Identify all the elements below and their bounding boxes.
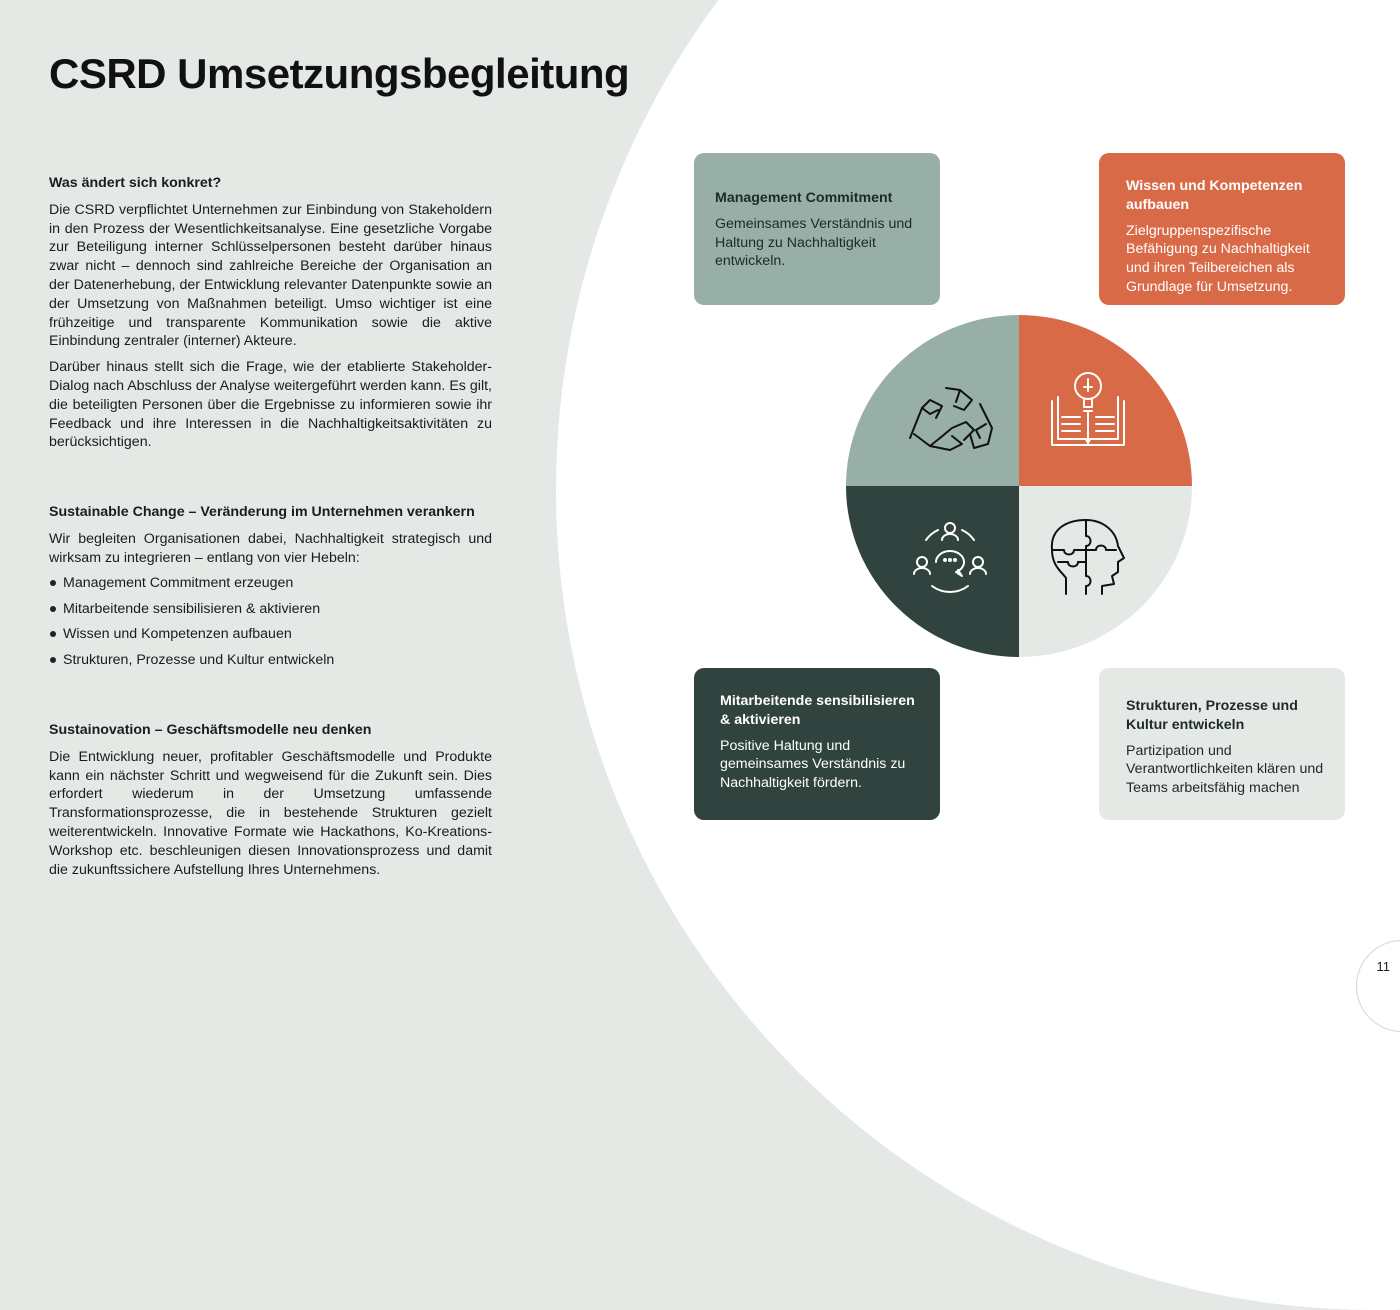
card-title: Management Commitment — [715, 190, 893, 206]
card-strukturen — [1099, 668, 1345, 820]
quadrant-diagram — [846, 315, 1192, 657]
card-title: Wissen und Kompetenzen aufbauen — [1126, 178, 1303, 213]
quadrant-wissen — [1019, 315, 1192, 486]
card-title: Mitarbeitende sensibilisieren & aktivieren — [720, 693, 915, 728]
lever-list — [49, 574, 492, 669]
section-heading: Sustainovation – Geschäftsmodelle neu denken — [49, 722, 372, 738]
card-title: Strukturen, Prozesse und Kultur entwickeln — [1126, 698, 1298, 733]
paragraph: Die CSRD verpflichtet Unternehmen zur Einbindung von Stakeholdern in den Prozess der Wesentlichkeitsanalyse. Eine gesetzliche Vorgabe zur Beteiligung interner Schlüsselpersonen besteht darüber hinaus zwar nicht – dennoch sind zahlreiche Bereiche der Organisation an der Datenerhebung, der Entwicklung relevanter Datenpunkte sowie an der Umsetzung von Maßnahmen beteiligt. Umso wichtiger ist eine frühzeitige und transparente Kommunikation sowie die aktive Einbindung zentraler (interner) Akteure. — [49, 201, 492, 350]
card-text: Gemeinsames Verständnis und Haltung zu Nachhaltigkeit entwickeln. — [715, 215, 913, 270]
list-item: Wissen und Kompetenzen aufbauen — [49, 625, 492, 644]
card-text: Zielgruppenspezifische Befähigung zu Nachhaltigkeit und ihren Teilbereichen als Grundlage für Umsetzung. — [1126, 222, 1310, 295]
list-item: Mitarbeitende sensibilisieren & aktivieren — [49, 600, 492, 619]
card-text: Partizipation und Verantwortlichkeiten klären und Teams arbeitsfähig machen — [1126, 742, 1324, 797]
paragraph: Die Entwicklung neuer, profitabler Geschäftsmodelle und Produkte kann ein nächster Schritt und wegweisend für die Zukunft sein. Dies erfordert wiederum in der Umsetzung umfassende Transformationsprozesse, die in bestehende Strukturen gezielt weiterentwickeln. Innovative Formate wie Hackathons, Ko-Kreations-Workshop etc. beschleunigen diesen Innovationsprozess und damit die zukunftssichere Aufstellung Ihres Unternehmens. — [49, 748, 492, 878]
quadrant-strukturen — [1019, 486, 1192, 657]
page-number: 11 — [1376, 959, 1390, 974]
paragraph: Wir begleiten Organisationen dabei, Nachhaltigkeit strategisch und wirksam zu integrieren – entlang von vier Hebeln: — [49, 530, 492, 566]
card-text: Positive Haltung und gemeinsames Verständnis zu Nachhaltigkeit fördern. — [720, 737, 906, 792]
list-item: Strukturen, Prozesse und Kultur entwickeln — [49, 651, 492, 670]
section-konkret — [49, 174, 492, 459]
section-sustainable-change — [49, 503, 492, 676]
section-sustainovation — [49, 721, 492, 886]
card-mitarbeitende — [694, 668, 940, 820]
paragraph: Darüber hinaus stellt sich die Frage, wie der etablierte Stakeholder-Dialog nach Abschluss der Analyse weitergeführt werden kann. Es gilt, die beteiligten Personen über die Ergebnisse zu informieren sowie ihr Feedback und ihre Interessen in die Nachhaltigkeitsaktivitäten zu berücksichtigen. — [49, 359, 492, 451]
card-wissen-kompetenzen — [1099, 153, 1345, 305]
card-management-commitment — [694, 153, 940, 305]
quadrant-mitarbeitende — [846, 486, 1019, 657]
page-title: CSRD Umsetzungsbegleitung — [49, 50, 630, 97]
section-heading: Was ändert sich konkret? — [49, 175, 222, 191]
section-heading: Sustainable Change – Veränderung im Unternehmen verankern — [49, 504, 475, 520]
list-item: Management Commitment erzeugen — [49, 574, 492, 593]
